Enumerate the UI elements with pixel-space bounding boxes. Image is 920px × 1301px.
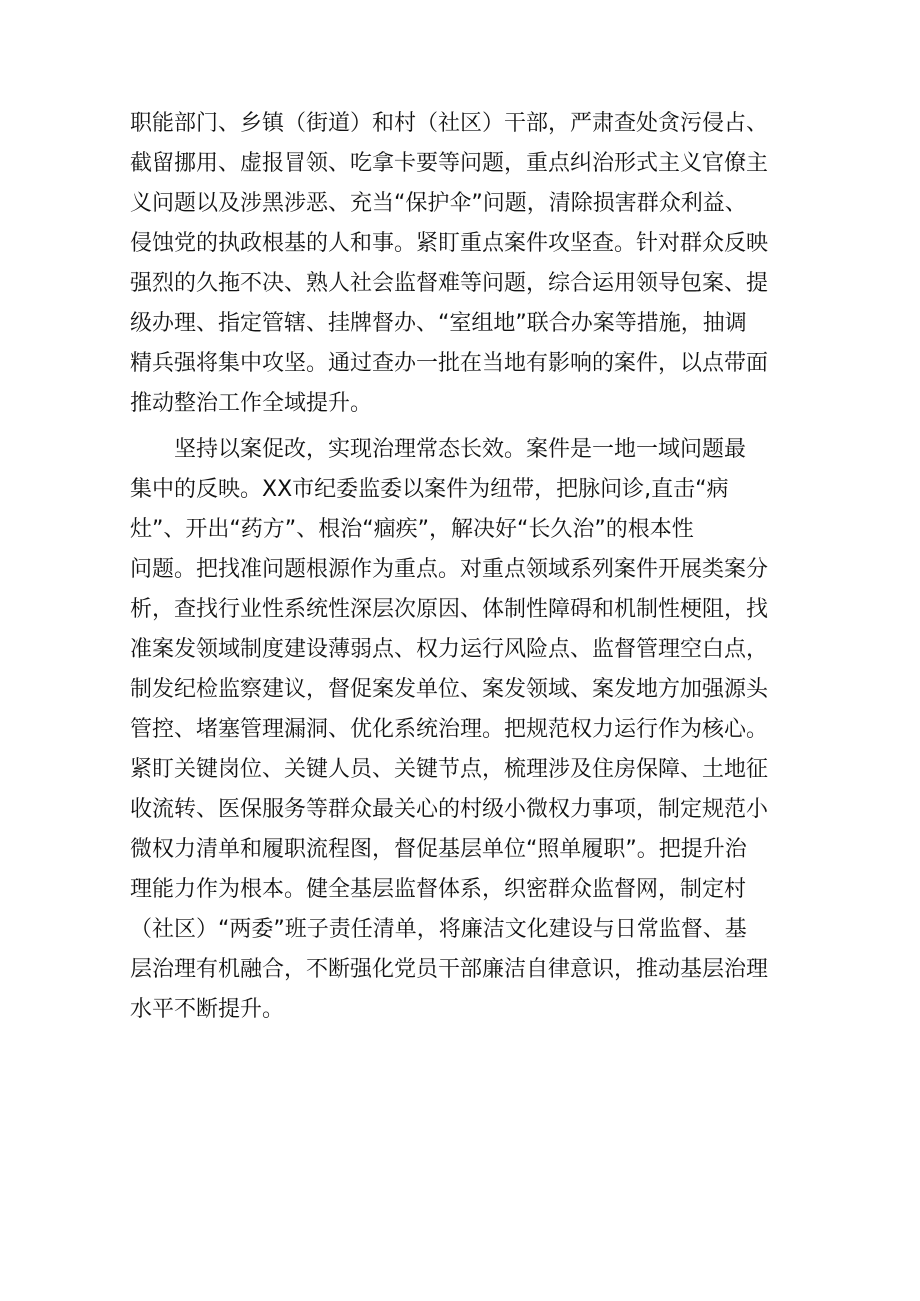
text-line: 准案发领域制度建设薄弱点、权力运行风险点、监督管理空白点， [130, 637, 769, 662]
text-line: 强烈的久拖不决、熟人社会监督难等问题，综合运用领导包案、提 [130, 271, 769, 296]
text-line: 微权力清单和履职流程图，督促基层单位“照单履职”。把提升治 [130, 837, 747, 862]
text-line: 推动整治工作全域提升。 [130, 391, 373, 416]
text-line: 析，查找行业性系统性深层次原因、体制性障碍和机制性梗阻，找 [130, 597, 769, 622]
text-line: 职能部门、乡镇（街道）和村（社区）干部，严肃查处贪污侵占、 [130, 111, 769, 136]
text-line: 截留挪用、虚报冒领、吃拿卡要等问题，重点纠治形式主义官僚主 [130, 151, 769, 176]
paragraph-2 [130, 430, 800, 1030]
text-line: 管控、堵塞管理漏洞、优化系统治理。把规范权力运行作为核心。 [130, 717, 769, 742]
text-line: 水平不断提升。 [130, 997, 285, 1022]
text-line: 精兵强将集中攻坚。通过查办一批在当地有影响的案件，以点带面 [130, 351, 769, 376]
text-line: 灶”、开出“药方”、根治“痼疾”，解决好“长久治”的根本性 [130, 517, 694, 542]
text-line: 问题。把找准问题根源作为重点。对重点领域系列案件开展类案分 [130, 557, 769, 582]
text-line: 收流转、医保服务等群众最关心的村级小微权力事项，制定规范小 [130, 797, 769, 822]
text-line: 层治理有机融合，不断强化党员干部廉洁自律意识，推动基层治理 [130, 957, 769, 982]
text-line: （社区）“两委”班子责任清单，将廉洁文化建设与日常监督、基 [130, 917, 747, 942]
text-line: 集中的反映。XX市纪委监委以案件为纽带，把脉问诊,直击“病 [130, 477, 729, 502]
text-line: 义问题以及涉黑涉恶、充当“保护伞”问题，清除损害群众利益、 [130, 191, 747, 216]
text-line: 级办理、指定管辖、挂牌督办、“室组地”联合办案等措施，抽调 [130, 311, 747, 336]
text-line: 侵蚀党的执政根基的人和事。紧盯重点案件攻坚查。针对群众反映 [130, 231, 769, 256]
paragraph-1 [130, 104, 800, 424]
text-line: 坚持以案促改，实现治理常态长效。案件是一地一域问题最 [130, 437, 747, 462]
text-line: 紧盯关键岗位、关键人员、关键节点，梳理涉及住房保障、土地征 [130, 757, 769, 782]
text-line: 理能力作为根本。健全基层监督体系，织密群众监督网，制定村 [130, 877, 747, 902]
text-line: 制发纪检监察建议，督促案发单位、案发领域、案发地方加强源头 [130, 677, 769, 702]
